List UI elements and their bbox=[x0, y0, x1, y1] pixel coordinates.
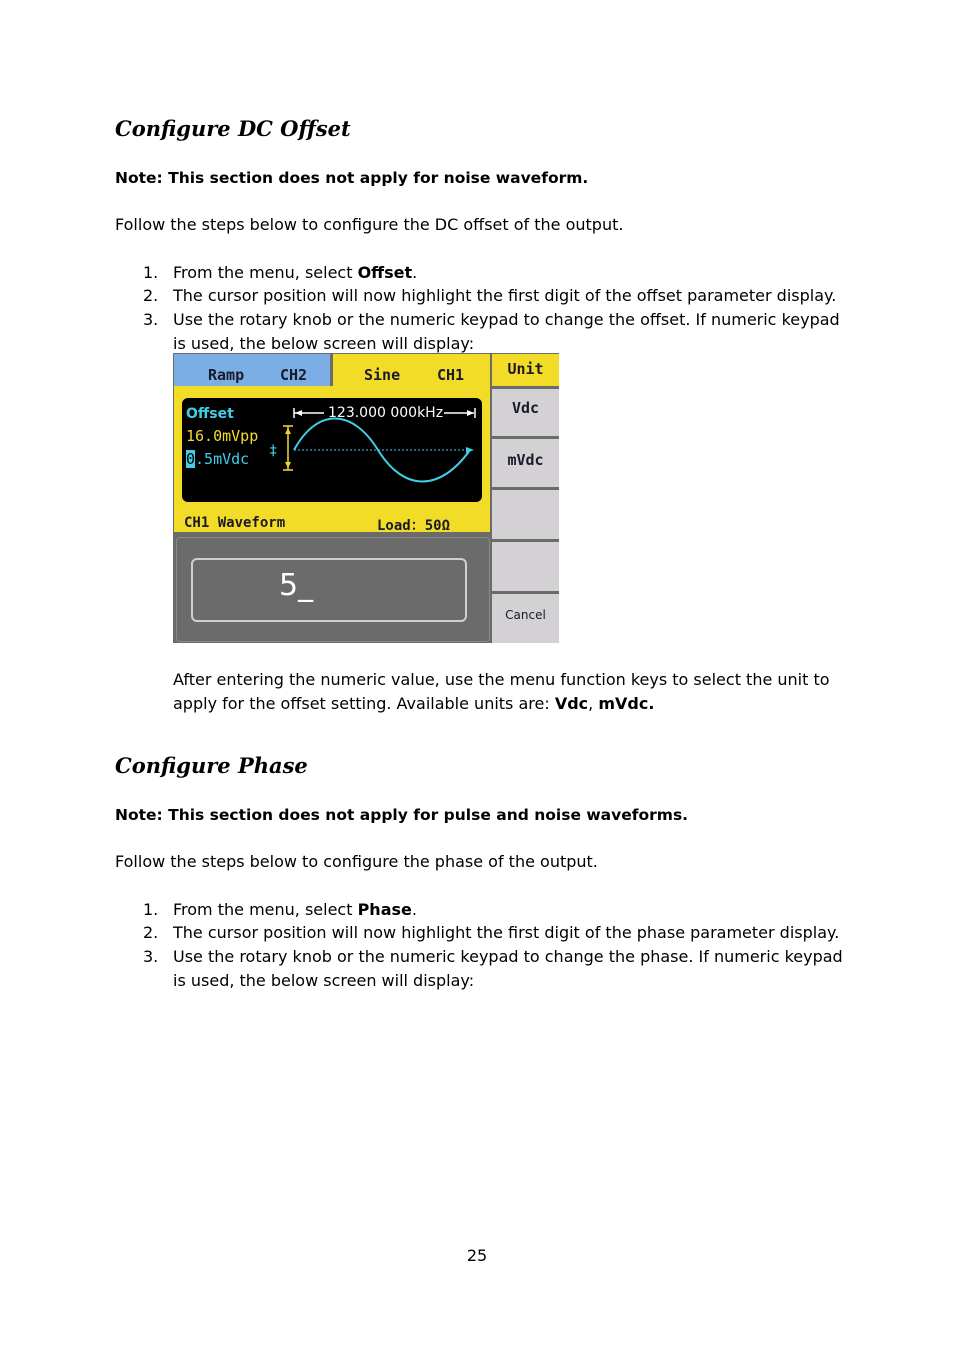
waveform-display bbox=[182, 398, 482, 502]
svg-text:‡: ‡ bbox=[269, 443, 278, 459]
menu-title-unit: Unit bbox=[492, 354, 559, 386]
menu-button-vdc[interactable]: Vdc bbox=[492, 389, 559, 436]
menu-button-cancel[interactable]: Cancel bbox=[492, 594, 559, 643]
section-heading-phase: Configure Phase bbox=[115, 753, 308, 778]
page-number: 25 bbox=[466, 1246, 488, 1265]
offset-value: 0.5mVdc bbox=[186, 450, 250, 468]
channel-waveform-label: CH1 Waveform bbox=[184, 515, 286, 531]
amplitude-value: 16.0mVpp bbox=[186, 427, 259, 445]
sine-waveform bbox=[182, 398, 482, 502]
waveform-panel bbox=[174, 386, 490, 532]
tab-ch1: Sine CH1 bbox=[333, 354, 490, 392]
param-label: Offset bbox=[186, 406, 234, 422]
frequency-value: 123.000 000kHz bbox=[328, 405, 444, 421]
menu-button-mvdc[interactable]: mVdc bbox=[492, 439, 559, 487]
after-entry-paragraph: After entering the numeric value, use the menu function keys to select the unit to apply for the offset setting. Available units are: Vdc, mVdc. bbox=[173, 670, 830, 713]
entry-value: 5_ bbox=[279, 568, 314, 603]
intro-dc-offset: Follow the steps below to configure the DC offset of the output. bbox=[115, 215, 624, 234]
cursor-digit: 0 bbox=[186, 450, 196, 468]
menu-button-empty-1[interactable] bbox=[492, 490, 559, 539]
load-label: Load：50Ω bbox=[377, 518, 451, 534]
intro-phase: Follow the steps below to configure the phase of the output. bbox=[115, 852, 598, 871]
tab-ch2: Ramp CH2 bbox=[174, 354, 330, 386]
instrument-screen bbox=[173, 353, 559, 643]
section-heading-dc-offset: Configure DC Offset bbox=[115, 116, 351, 141]
note-phase: Note: This section does not apply for pulse and noise waveforms. bbox=[115, 806, 689, 824]
numeric-entry-box bbox=[191, 558, 467, 622]
note-dc-offset: Note: This section does not apply for noise waveform. bbox=[115, 169, 589, 187]
menu-button-empty-2[interactable] bbox=[492, 542, 559, 591]
